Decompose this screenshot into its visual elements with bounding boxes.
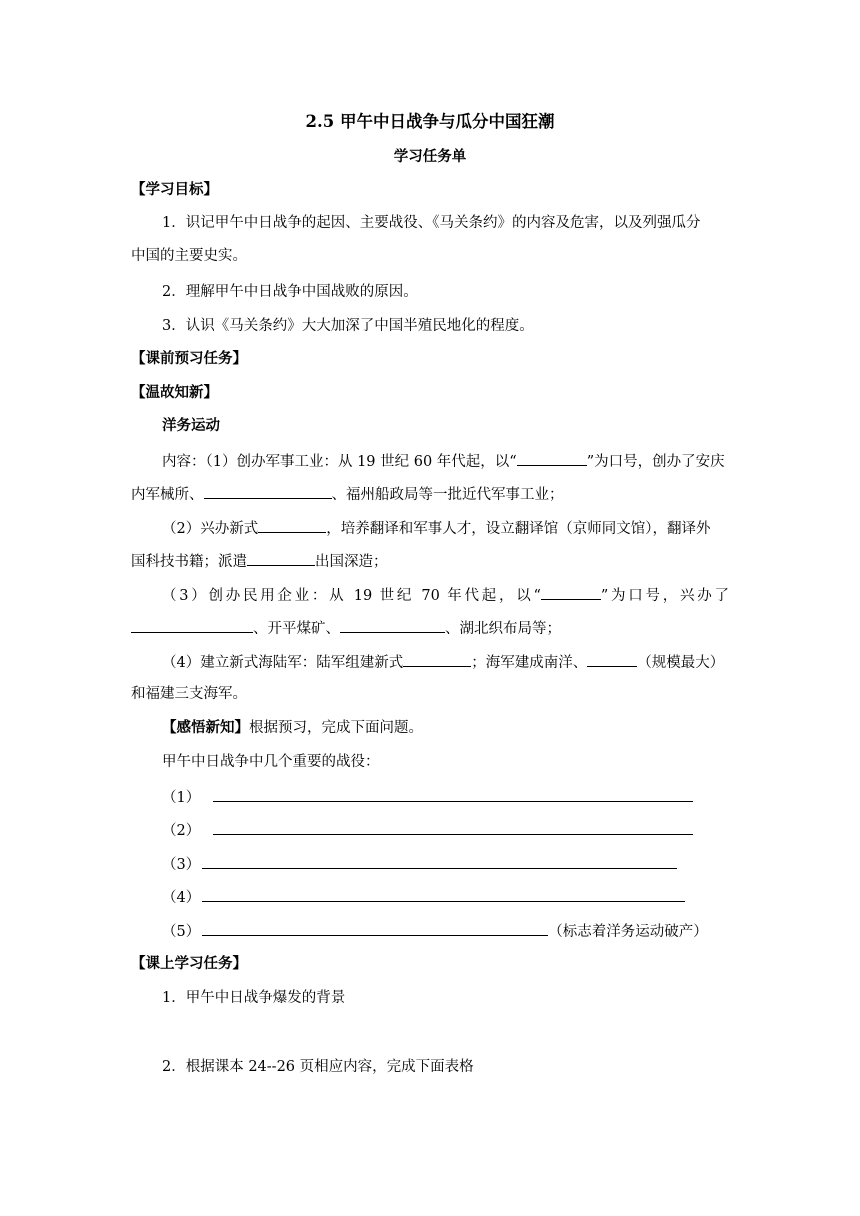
battle-row-3 [162,853,760,875]
battle-4-label: （4） [162,890,201,906]
p4-text-b: ；海军建成南洋、 [471,655,588,671]
insight-line [162,718,760,738]
battle-row-5 [162,920,760,942]
objective-1-line-2: 中国的主要史实。 [131,248,247,264]
objective-2: 2．理解甲午中日战争中国战败的原因。 [162,284,418,300]
review-heading: 【温故知新】 [131,384,218,401]
p2-text-d: 出国深造； [315,554,388,570]
content-paragraph-2 [162,517,760,539]
blank-slogan-1[interactable] [517,450,587,466]
p4-text-a: （4）建立新式海陆军：陆军组建新式 [162,655,404,671]
content-paragraph-4 [162,651,760,673]
insight-heading: 【感悟新知】 [162,719,249,736]
objective-3: 3．认识《马关条约》大大加深了中国半殖民地化的程度。 [162,318,534,334]
class-task-2: 2．根据课本 24--26 页相应内容，完成下面表格 [162,1059,474,1075]
blank-navy-fleet[interactable] [587,651,637,667]
p1-text-c: 内军械所、 [131,487,204,503]
p1-text-b: ”为口号，创办了安庆 [586,454,725,470]
p3-text-c: 、开平煤矿、 [253,621,340,637]
class-task-1: 1．甲午中日战争爆发的背景 [162,990,346,1006]
objective-1-line-1: 1．识记甲午中日战争的起因、主要战役、《马关条约》的内容及危害，以及列强瓜分 [162,215,701,231]
p3-text-a: （3）创办民用企业：从 19 世纪 70 年代起，以“ [162,588,541,604]
battle-5-note: （标志着洋务运动破产） [548,924,708,940]
blank-students-abroad[interactable] [247,550,315,566]
blank-slogan-2[interactable] [541,584,601,600]
content-paragraph-3-cont [131,617,729,639]
blank-military-factory[interactable] [204,483,332,499]
insight-text: 根据预习，完成下面问题。 [249,720,423,736]
page-title: 2.5 甲午中日战争与瓜分中国狂潮 [305,112,555,131]
battle-row-2 [162,819,760,841]
p4-text-c: （规模最大） [637,655,725,671]
preview-heading: 【课前预习任务】 [131,350,247,367]
battle-2-blank[interactable] [213,819,693,835]
p3-text-b: ”为口号，兴办了 [600,588,729,604]
class-tasks-heading: 【课上学习任务】 [131,955,247,972]
battle-5-blank[interactable] [202,920,548,936]
battle-1-label: （1） [162,790,201,806]
objectives-heading: 【学习目标】 [131,181,218,198]
p1-text-d: 、福州船政局等一批近代军事工业； [331,487,564,503]
battles-intro: 甲午中日战争中几个重要的战役： [162,754,380,770]
topic-heading: 洋务运动 [162,417,220,434]
battle-4-blank[interactable] [202,886,685,902]
blank-new-school[interactable] [258,517,326,533]
battle-3-label: （3） [162,857,201,873]
battle-1-blank[interactable] [213,786,693,802]
content-paragraph-1 [162,450,760,472]
page-subtitle: 学习任务单 [393,148,467,165]
blank-civil-enterprise-2[interactable] [340,617,445,633]
content-paragraph-3 [162,584,729,606]
content-paragraph-4-cont: 和福建三支海军。 [131,686,247,702]
battle-3-blank[interactable] [202,853,677,869]
p1-text-a: 内容：（1）创办军事工业：从 19 世纪 60 年代起，以“ [162,454,517,470]
content-paragraph-2-cont [131,550,729,572]
blank-civil-enterprise-1[interactable] [131,617,253,633]
battle-row-1 [162,786,760,808]
content-paragraph-1-cont [131,483,729,505]
p2-text-c: 国科技书籍；派遣 [131,554,247,570]
blank-new-army[interactable] [403,651,471,667]
p2-text-a: （2）兴办新式 [162,521,259,537]
p3-text-d: 、湖北织布局等； [445,621,561,637]
battle-5-label: （5） [162,924,201,940]
battle-row-4 [162,886,760,908]
battle-2-label: （2） [162,823,201,839]
p2-text-b: ，培养翻译和军事人才，设立翻译馆（京师同文馆），翻译外 [326,521,711,537]
